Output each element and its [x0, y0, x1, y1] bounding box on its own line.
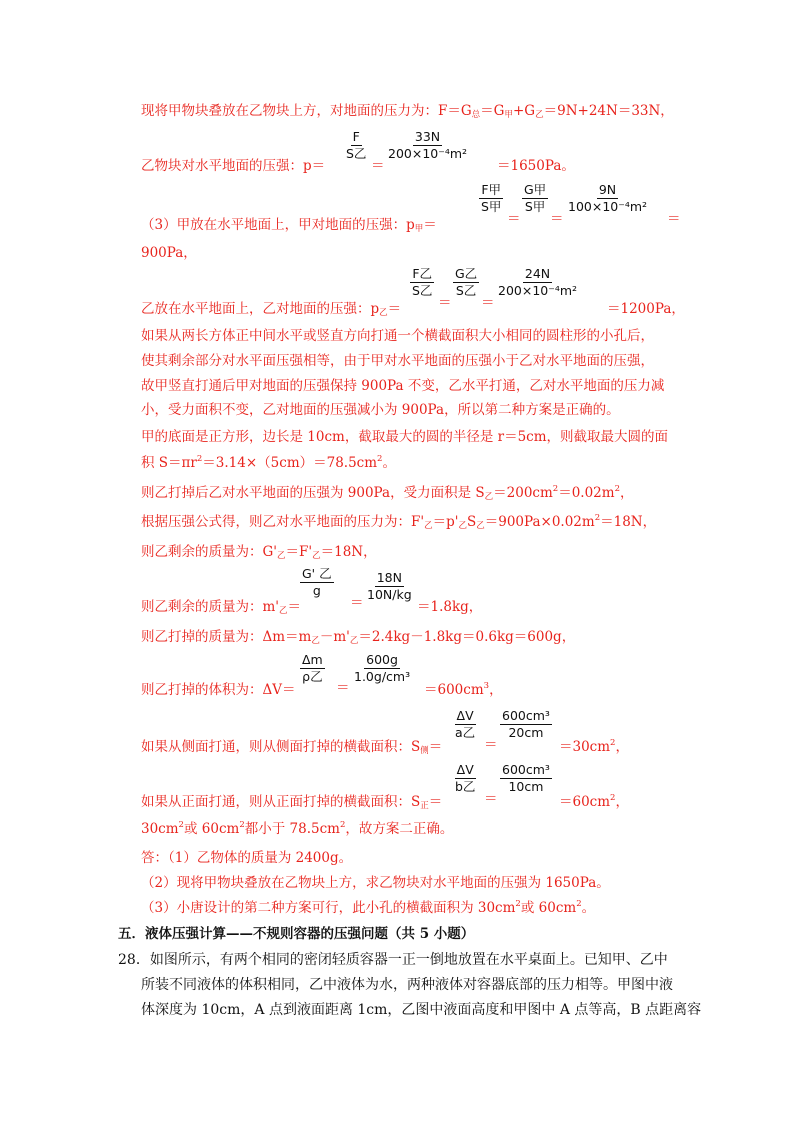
fraction-numerator: F	[352, 129, 360, 144]
fraction-numerator: G甲	[524, 182, 547, 197]
equals-sign: ＝	[481, 295, 495, 311]
equals-sign: ＝	[484, 737, 498, 753]
solution-line: 乙放在水平地面上，乙对地面的压强：$p_乙=$	[141, 301, 402, 318]
fraction-numerator: 600cm³	[502, 762, 550, 777]
question-line: 所装不同液体的体积相同，乙中液体为水，两种液体对容器底部的压力相等。甲图中液	[141, 977, 673, 993]
equals-sign: ＝	[667, 211, 681, 227]
fraction	[344, 129, 368, 162]
solution-line: 故甲竖直打通后甲对地面的压强保持 900Pa 不变，乙水平打通，乙对水平地面的压力减	[141, 378, 665, 394]
equals-sign: ＝	[484, 791, 498, 807]
solution-line: 甲的底面是正方形，边长是 10cm，截取最大的圆的半径是 r＝5cm，则截取最大圆的面	[141, 429, 669, 445]
fraction-numerator: G乙	[455, 266, 478, 281]
fraction	[522, 182, 548, 215]
fraction	[410, 266, 434, 299]
fraction-denominator: S乙	[346, 146, 367, 161]
fraction-numerator: ΔV	[456, 708, 474, 723]
solution-line: ＝1200Pa，	[607, 301, 685, 317]
fraction	[500, 762, 552, 795]
fraction-numerator: G' 乙	[302, 566, 332, 581]
fraction	[496, 266, 579, 299]
fraction	[300, 652, 325, 685]
solution-line: 小，受力面积不变，乙对地面的压强减小为 900Pa，所以第二种方案是正确的。	[141, 402, 620, 418]
fraction	[386, 129, 469, 162]
solution-line: 现将甲物块叠放在乙物块上方，对地面的压力为：$F=G_总=G_甲+G_乙=9N+24N=33N$，	[141, 103, 674, 120]
fraction-denominator: 1.0g/cm³	[354, 669, 411, 684]
fraction-denominator: ρ乙	[302, 669, 323, 684]
solution-line: $=30cm^2$，	[559, 738, 629, 755]
solution-line: ＝1.8kg，	[417, 599, 483, 615]
solution-line: 如果从正面打通，则从正面打掉的横截面积：$S_正=$	[141, 794, 443, 811]
fraction	[365, 570, 414, 603]
fraction-numerator: ΔV	[456, 762, 474, 777]
solution-line: 则乙打掉的质量为：$\Delta m=m_乙-m'_乙=2.4kg-1.8kg=0.6kg=600g$，	[141, 629, 576, 646]
question-line: 体深度为 10cm，A 点到液面距离 1cm，乙图中液面高度和甲图中 A 点等高，B 点距离容	[141, 1002, 702, 1018]
solution-line: 使其剩余部分对水平面压强相等，由于甲对水平地面的压强小于乙对水平地面的压强，	[141, 353, 654, 369]
equals-sign: ＝	[336, 680, 350, 696]
solution-line: （3）甲放在水平地面上，甲对地面的压强：$p_甲=$	[141, 217, 437, 234]
fraction	[453, 266, 479, 299]
fraction-denominator: b乙	[455, 779, 476, 794]
equals-sign: ＝	[371, 158, 385, 174]
fraction-denominator: 200×10⁻⁴m²	[388, 146, 468, 161]
fraction-numerator: 600cm³	[502, 708, 550, 723]
equals-sign: ＝	[507, 211, 521, 227]
solution-line: 则乙剩余的质量为：$m'_乙=$	[141, 599, 302, 616]
fraction-denominator: 200×10⁻⁴m²	[498, 283, 578, 298]
fraction-numerator: 9N	[598, 182, 617, 197]
section-heading: 五．液体压强计算——不规则容器的压强问题（共 5 小题）	[118, 926, 475, 942]
solution-line: 根据压强公式得，则乙对水平地面的压力为：$F'_乙=p'_乙S_乙=900Pa\times 0.02m^2=18N$，	[141, 513, 657, 531]
fraction-numerator: F甲	[481, 182, 502, 197]
question-line: 28．如图所示，有两个相同的密闭轻质容器一正一倒地放置在水平桌面上。已知甲、乙中	[118, 952, 668, 968]
fraction	[453, 762, 477, 795]
solution-line: 则乙打掉后乙对水平地面的压强为 900Pa，受力面积是 $S_乙=200cm^2=0.02m^2$，	[141, 484, 634, 502]
fraction-numerator: 600g	[366, 652, 398, 667]
equals-sign: ＝	[438, 295, 452, 311]
solution-line: 积 $S=\pi r^2=3.14\times(5cm)=78.5cm^2$。	[141, 454, 396, 471]
fraction	[500, 708, 552, 741]
fraction-denominator: 10N/kg	[367, 587, 412, 602]
fraction	[479, 182, 503, 215]
fraction	[352, 652, 412, 685]
fraction-numerator: 24N	[524, 266, 551, 281]
fraction	[566, 182, 649, 215]
fraction-numerator: F乙	[412, 266, 433, 281]
fraction-denominator: 100×10⁻⁴m²	[568, 199, 648, 214]
fraction-denominator: S乙	[412, 283, 433, 298]
fraction-denominator: 20cm	[508, 725, 544, 740]
answer-line: 答：（1）乙物体的质量为 2400g。	[141, 850, 353, 866]
solution-line: 如果从两长方体正中间水平或竖直方向打通一个横截面积大小相同的圆柱形的小孔后，	[141, 328, 654, 344]
solution-line: 则乙打掉的体积为：ΔV＝	[141, 682, 296, 698]
solution-line: 则乙剩余的质量为：$G'_乙=F'_乙=18N$，	[141, 544, 377, 561]
solution-line: ＝1650Pa。	[497, 158, 575, 174]
solution-line: $=600cm^3$，	[424, 681, 503, 698]
equals-sign: ＝	[350, 595, 364, 611]
answer-line: （2）现将甲物块叠放在乙物块上方，求乙物块对水平地面的压强为 1650Pa。	[141, 875, 610, 891]
fraction-numerator: 33N	[414, 129, 441, 144]
fraction-denominator: g	[312, 583, 321, 598]
fraction	[453, 708, 477, 741]
fraction	[300, 566, 334, 599]
fraction-numerator: 18N	[376, 570, 402, 585]
fraction-denominator: S乙	[455, 283, 477, 298]
fraction-denominator: a乙	[455, 725, 476, 740]
solution-line: 乙物块对水平地面的压强：p＝	[141, 158, 326, 174]
fraction-denominator: S甲	[524, 199, 546, 214]
fraction-denominator: 10cm	[508, 779, 544, 794]
equals-sign: ＝	[550, 211, 564, 227]
solution-line: 900Pa，	[141, 245, 197, 261]
solution-line: $30cm^2$或 $60cm^2$都小于 $78.5cm^2$，故方案二正确。	[141, 820, 454, 837]
fraction-numerator: Δm	[302, 652, 323, 667]
fraction-denominator: S甲	[481, 199, 502, 214]
solution-line: 如果从侧面打通，则从侧面打掉的横截面积：$S_侧=$	[141, 739, 443, 756]
answer-line: （3）小唐设计的第二种方案可行，此小孔的横截面积为 $30cm^2$或 $60cm^2$。	[141, 899, 596, 916]
solution-line: $=60cm^2$，	[559, 793, 629, 810]
